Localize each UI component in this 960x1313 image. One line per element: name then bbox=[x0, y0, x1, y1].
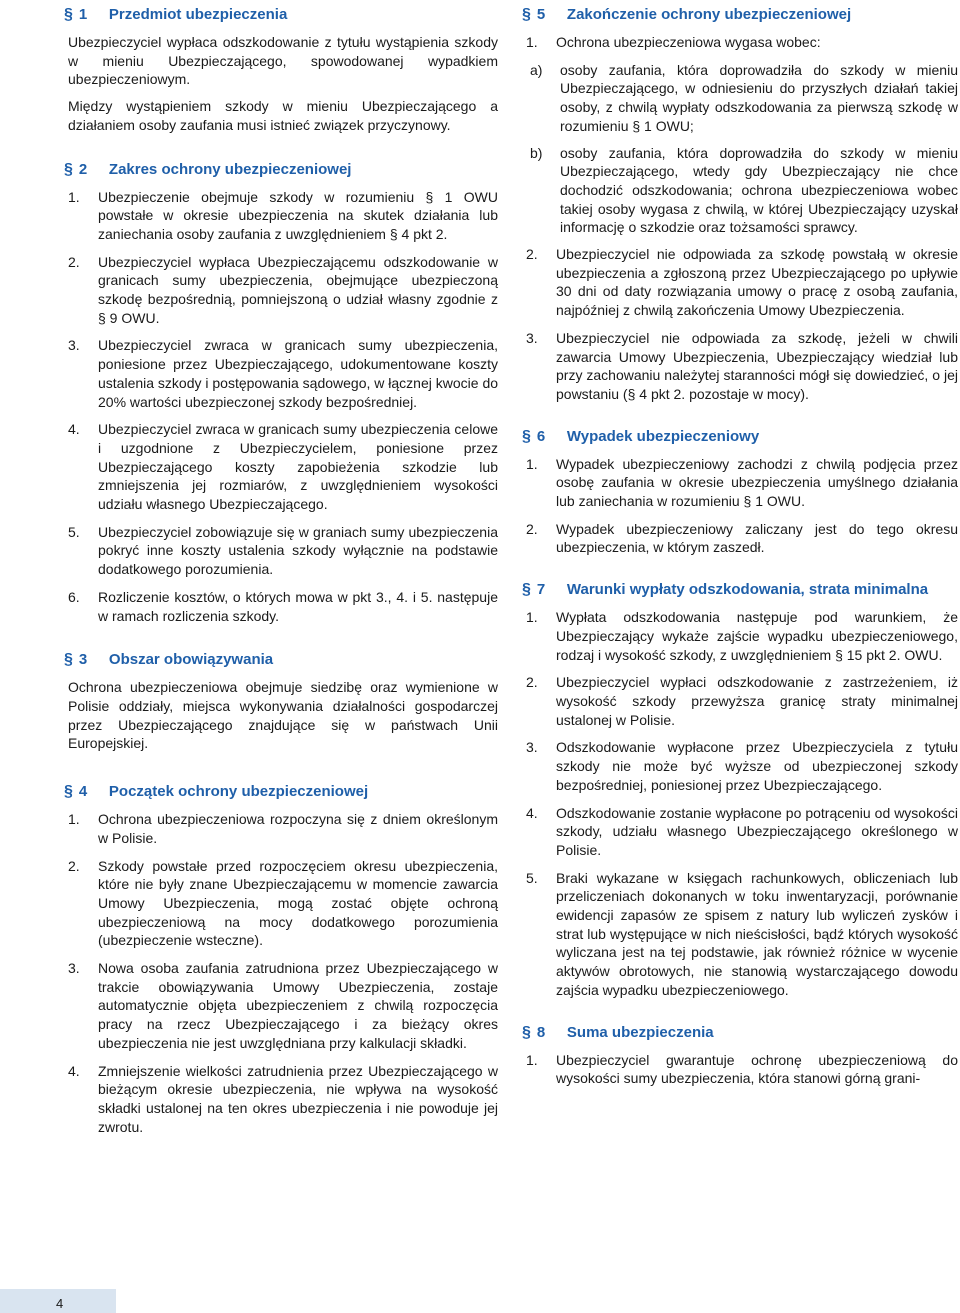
list-item bbox=[526, 329, 958, 404]
section-title: Przedmiot ubezpieczenia bbox=[108, 6, 288, 23]
item-number: 2. bbox=[526, 246, 538, 263]
list-item bbox=[68, 959, 498, 1053]
page-number: 4 bbox=[56, 1296, 64, 1311]
item-text: Ubezpieczenie obejmuje szkody w rozumieniu § 1 OWU powstałe w okresie ubezpieczenia na skutek działania lub zaniechania osoby zaufania z uwzględnieniem § 4 pkt 2. bbox=[98, 188, 498, 242]
list-item bbox=[526, 869, 958, 1000]
list-item bbox=[526, 738, 958, 794]
section-6-heading bbox=[522, 428, 958, 446]
section-title: Obszar obowiązywania bbox=[108, 651, 274, 669]
section-number: 4 bbox=[78, 783, 88, 801]
sub-item-letter: a) bbox=[530, 61, 543, 78]
item-number: 1. bbox=[68, 811, 80, 828]
item-number: 5. bbox=[68, 523, 80, 540]
section-sign: § bbox=[522, 427, 531, 445]
item-number: 2. bbox=[526, 520, 538, 537]
item-text: Wypłata odszkodowania następuje pod warunkiem, że Ubezpieczający wykaże zajście wypadku ubezpieczeniowego, rodzaj i wysokość szkody, z uwzględnieniem § 15 pkt 2. OWU. bbox=[556, 609, 958, 663]
paragraph: Ubezpieczyciel wypłaca odszkodowanie z tytułu wystąpienia szkody w mieniu Ubezpieczającego, spowodowanej wypadkiem ubezpieczeniowym. bbox=[68, 34, 498, 88]
section-title: Suma ubezpieczenia bbox=[566, 1023, 714, 1041]
item-text: Ubezpieczyciel zobowiązuje się w graniach sumy ubezpieczenia pokryć inne koszty ustalenia szkody wyłącznie na podstawie dodatkowego porozumienia. bbox=[98, 523, 498, 578]
item-text: Szkody powstałe przed rozpoczęciem okresu ubezpieczenia, które nie były znane Ubezpieczającemu w momencie zawarcia Umowy Ubezpieczenia, mogą zostać objęte ochroną ubezpieczeniową na mocy dodatkowego porozumienia (ubezpieczenie wsteczne). bbox=[98, 857, 498, 949]
item-text: Ubezpieczyciel wypłaci odszkodowanie z zastrzeżeniem, iż wysokość szkody przewyższa granicę straty minimalnej ustalonej w Polisie. bbox=[556, 674, 958, 728]
item-text: Ubezpieczyciel gwarantuje ochronę ubezpieczeniową do wysokości sumy ubezpieczenia, która stanowi górną grani- bbox=[556, 1051, 958, 1087]
section-number: 1 bbox=[78, 6, 88, 23]
item-text: Odszkodowanie wypłacone przez Ubezpieczyciela z tytułu szkody nie może być wyższe od ubezpieczonej szkody bezpośredniej, poniesionej przez Ubezpieczającego. bbox=[556, 739, 958, 793]
sub-item-letter: b) bbox=[530, 144, 543, 161]
item-text: Wypadek ubezpieczeniowy zaliczany jest do tego okresu ubezpieczenia, w którym zaszedł. bbox=[556, 520, 958, 556]
item-text: Wypadek ubezpieczeniowy zachodzi z chwilą podjęcia przez osobę zaufania w okresie ubezpieczenia umyślnego działania lub zaniechania w rozumieniu § 1 OWU. bbox=[556, 455, 958, 510]
section-number: 2 bbox=[78, 160, 88, 178]
item-number: 2. bbox=[68, 253, 80, 270]
sub-item-text: osoby zaufania, która doprowadziła do szkody w mieniu Ubezpieczającego, w odniesieniu do przyszłych działań takiej osoby, z chwilą wypłaty odszkodowania za pierwszą szkodę w rozumieniu § 1 OWU; bbox=[560, 61, 958, 134]
section-number: 5 bbox=[536, 6, 546, 23]
section-number: 3 bbox=[78, 651, 88, 669]
list-item bbox=[68, 420, 498, 514]
item-number: 2. bbox=[68, 857, 80, 874]
section-7-heading bbox=[522, 581, 958, 599]
section-sign: § bbox=[522, 581, 531, 599]
section-sign: § bbox=[64, 651, 73, 669]
item-text: Nowa osoba zaufania zatrudniona przez Ubezpieczającego w trakcie obowiązywania Umowy Ubezpieczenia, zostaje automatycznie objęta ubezpieczeniem z chwilą rozpoczęcia pracy na rzecz Ubezpieczającego i za bieżący okres ubezpieczenia nie jest uwzględniana przy kalkulacji składki. bbox=[98, 960, 498, 1051]
section-number: 6 bbox=[536, 427, 546, 445]
item-number: 5. bbox=[526, 869, 538, 886]
right-column bbox=[522, 0, 958, 1097]
item-number: 6. bbox=[68, 588, 80, 605]
section-sign: § bbox=[522, 6, 531, 23]
sub-item bbox=[526, 61, 958, 136]
list-item bbox=[526, 520, 958, 557]
section-sign: § bbox=[522, 1023, 531, 1041]
list-item bbox=[68, 523, 498, 579]
section-8-heading bbox=[522, 1024, 958, 1042]
paragraph: Między wystąpieniem szkody w mieniu Ubezpieczającego a działaniem osoby zaufania musi istnieć związek przyczynowy. bbox=[68, 98, 498, 133]
list-item bbox=[68, 336, 498, 411]
list-item bbox=[526, 608, 958, 664]
item-number: 1. bbox=[526, 455, 538, 472]
item-text: Braki wykazane w księgach rachunkowych, obliczeniach lub przeliczeniach dokonanych w toku inwentaryzacji, porównanie ewidencji zapasów ze spisem z natury lub wyliczeń zysków i strat lub występujące w nich nieścisłości, bądź których wysokość wyliczana jest na tej podstawie, jak również różnice w wycenie aktywów obrotowych, nie stanowią wystarczającego dowodu zajścia wypadku ubezpieczeniowego. bbox=[556, 869, 958, 998]
section-title: Warunki wypłaty odszkodowania, strata minimalna bbox=[566, 581, 929, 599]
list-item bbox=[526, 33, 958, 52]
item-text: Ubezpieczyciel nie odpowiada za szkodę powstałą w okresie ubezpieczenia a zgłoszoną przez Ubezpieczającego po upływie 30 dni od daty rozwiązania umowy o pracę z osobą zaufania, najpóźniej z chwilą zakończenia Umowy Ubezpieczenia. bbox=[556, 246, 958, 319]
item-number: 3. bbox=[68, 337, 80, 354]
section-title: Wypadek ubezpieczeniowy bbox=[566, 427, 760, 445]
item-text: Odszkodowanie zostanie wypłacone po potrąceniu od wysokości szkody, udziału własnego Ubezpieczającego określonego w Polisie. bbox=[556, 804, 958, 858]
section-1-heading bbox=[64, 6, 498, 24]
list-item bbox=[68, 810, 498, 847]
item-text: Rozliczenie kosztów, o których mowa w pkt 3., 4. i 5. następuje w ramach rozliczenia szkody. bbox=[98, 588, 498, 624]
list-item bbox=[68, 253, 498, 328]
section-5-heading bbox=[522, 6, 958, 24]
item-number: 2. bbox=[526, 674, 538, 691]
section-title: Zakończenie ochrony ubezpieczeniowej bbox=[566, 6, 852, 23]
item-text: Ubezpieczyciel nie odpowiada za szkodę, jeżeli w chwili zawarcia Umowy Ubezpieczenia, Ubezpieczający wiedział lub przy zachowaniu należytej staranności mógł się dowiedzieć, o jej powstaniu (§ 4 pkt 2. pozostaje w mocy). bbox=[556, 329, 958, 402]
item-number: 4. bbox=[68, 421, 80, 438]
item-text: Ochrona ubezpieczeniowa rozpoczyna się z dniem określonym w Polisie. bbox=[98, 811, 498, 846]
item-number: 4. bbox=[526, 804, 538, 821]
item-number: 1. bbox=[68, 188, 80, 205]
section-3-heading bbox=[64, 651, 498, 669]
sub-item-text: osoby zaufania, która doprowadziła do szkody w mieniu Ubezpieczającego, wtedy gdy Ubezpieczający nie chce dochodzić odszkodowania; ochrona ubezpieczeniowa wobec takiej osoby wygasa z chwilą, w której Ubezpieczający uzyskał informację o szkodzie oraz tożsamości sprawcy. bbox=[560, 144, 958, 236]
item-number: 1. bbox=[526, 34, 538, 50]
paragraph: Ochrona ubezpieczeniowa obejmuje siedzibę oraz wymienione w Polisie oddziały, miejsca wykonywania działalności gospodarczej przez Ubezpieczającego znajdujące się w państwach Unii Europejskiej. bbox=[68, 679, 498, 752]
section-number: 7 bbox=[536, 581, 546, 599]
item-text: Zmniejszenie wielkości zatrudnienia przez Ubezpieczającego w bieżącym okresie ubezpieczenia, nie wpływa na wysokość składki ustalonej na ten okres ubezpieczenia i nie powoduje jej zwrotu. bbox=[98, 1062, 498, 1135]
section-title: Zakres ochrony ubezpieczeniowej bbox=[108, 160, 352, 178]
item-text: Ochrona ubezpieczeniowa wygasa wobec: bbox=[556, 34, 821, 50]
section-2-heading bbox=[64, 161, 498, 179]
left-column bbox=[64, 0, 499, 1145]
item-number: 1. bbox=[526, 1051, 538, 1068]
list-item bbox=[526, 804, 958, 860]
item-text: Ubezpieczyciel zwraca w granicach sumy ubezpieczenia celowe i uzgodnione z Ubezpieczycielem, poniesione przez Ubezpieczającego koszty zapobieżenia szkodzie lub zmniejszenia jej rozmiarów, z uwzględnieniem wysokości udziału własnego Ubezpieczającego. bbox=[98, 421, 498, 513]
item-number: 4. bbox=[68, 1062, 80, 1079]
list-item bbox=[68, 857, 498, 951]
item-number: 3. bbox=[526, 329, 538, 346]
list-item bbox=[526, 1051, 958, 1088]
list-item bbox=[526, 455, 958, 511]
section-sign: § bbox=[64, 783, 73, 801]
list-item bbox=[68, 1062, 498, 1137]
section-sign: § bbox=[64, 6, 73, 23]
list-item bbox=[68, 588, 498, 625]
section-number: 8 bbox=[536, 1023, 546, 1041]
section-4-heading bbox=[64, 783, 498, 801]
list-item bbox=[68, 188, 498, 244]
item-number: 1. bbox=[526, 609, 538, 626]
item-text: Ubezpieczyciel wypłaca Ubezpieczającemu odszkodowanie w granicach sumy ubezpieczenia, obejmujące ubezpieczoną szkodę bezpośrednią, pomniejszoną o udział własny zgodnie z § 9 OWU. bbox=[98, 253, 498, 326]
sub-item bbox=[526, 144, 958, 238]
item-number: 3. bbox=[68, 960, 80, 977]
list-item bbox=[526, 245, 958, 320]
item-text: Ubezpieczyciel zwraca w granicach sumy ubezpieczenia, poniesione przez Ubezpieczającego, udokumentowane koszty ustalenia szkody i postępowania sądowego, w łącznej kwocie do 20% wartości ubezpieczonej szkody bezpośredniej. bbox=[98, 337, 499, 410]
list-item bbox=[526, 673, 958, 729]
item-number: 3. bbox=[526, 739, 538, 756]
section-title: Początek ochrony ubezpieczeniowej bbox=[108, 783, 369, 801]
section-sign: § bbox=[64, 160, 73, 178]
